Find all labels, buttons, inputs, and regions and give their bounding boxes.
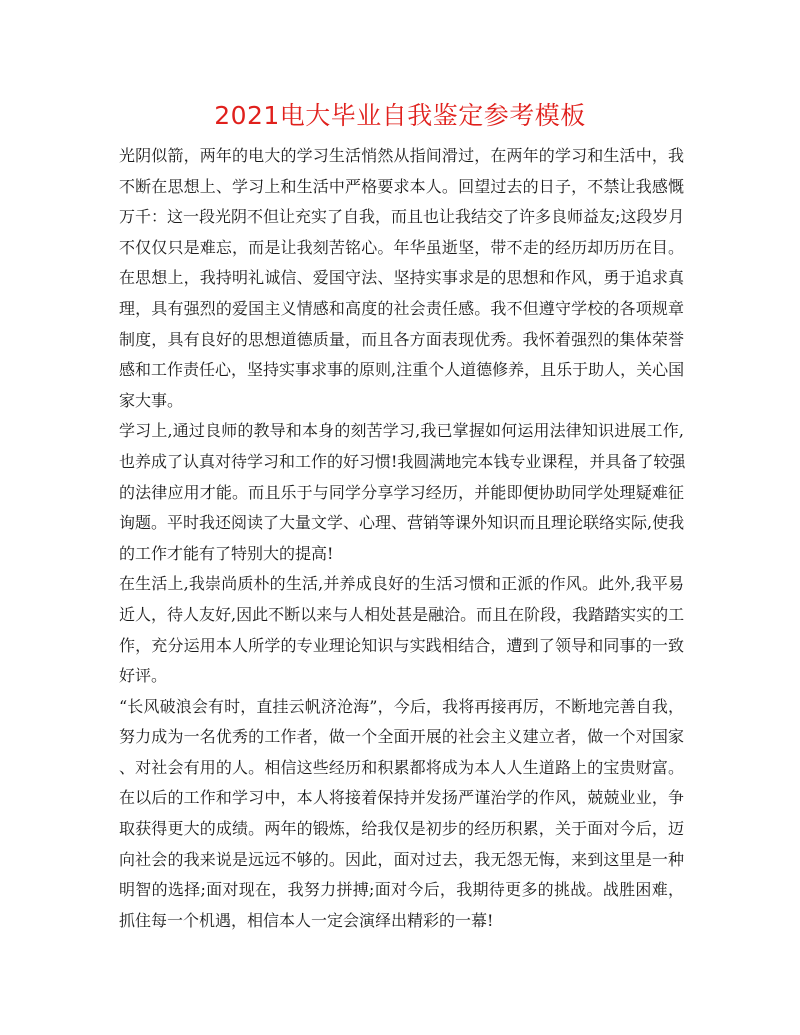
body-line: 学习上,通过良师的教导和本身的刻苦学习,我已掌握如何运用法律知识进展工作, — [119, 421, 684, 441]
body-line: 询题。平时我还阅读了大量文学、心理、营销等课外知识而且理论联络实际,使我 — [119, 513, 685, 533]
body-line: 、对社会有用的人。相信这些经历和积累都将成为本人人生道路上的宝贵财富。 — [119, 757, 684, 777]
body-line: 万千：这一段光阴不但让充实了自我，而且也让我结交了许多良师益友;这段岁月 — [119, 207, 685, 227]
body-line: 的法律应用才能。而且乐于与同学分享学习经历，并能即便协助同学处理疑难征 — [119, 482, 684, 502]
body-line: 理，具有强烈的爱国主义情感和高度的社会责任感。我不但遵守学校的各项规章 — [119, 298, 684, 318]
body-line: 在生活上,我崇尚质朴的生活,并养成良好的生活习惯和正派的作风。此外,我平易 — [119, 574, 684, 594]
body-line: 取获得更大的成绩。两年的锻炼，给我仅是初步的经历积累，关于面对今后，迈 — [119, 819, 684, 839]
body-line: 家大事。 — [119, 390, 184, 410]
body-line: 好评。 — [119, 666, 168, 686]
body-line: 努力成为一名优秀的工作者，做一个全面开展的社会主义建立者，做一个对国家 — [119, 727, 684, 747]
body-line: “长风破浪会有时，直挂云帆济沧海”，今后，我将再接再厉，不断地完善自我， — [119, 696, 684, 716]
document-body — [119, 141, 684, 936]
body-line: 制度，具有良好的思想道德质量，而且各方面表现优秀。我怀着强烈的集体荣誉 — [119, 329, 684, 349]
body-line: 向社会的我来说是远远不够的。因此，面对过去，我无怨无悔，来到这里是一种 — [119, 849, 684, 869]
document-title: 2021电大毕业自我鉴定参考模板 — [214, 101, 586, 130]
body-line: 也养成了认真对待学习和工作的好习惯!我圆满地完本钱专业课程，并具备了较强 — [119, 451, 686, 471]
body-line: 不断在思想上、学习上和生活中严格要求本人。回望过去的日子，不禁让我感慨 — [119, 176, 684, 196]
body-line: 明智的选择;面对现在，我努力拼搏;面对今后，我期待更多的挑战。战胜困难， — [119, 880, 684, 900]
body-line: 近人，待人友好,因此不断以来与人相处甚是融洽。而且在阶段，我踏踏实实的工 — [119, 604, 685, 624]
body-line: 的工作才能有了特别大的提高! — [119, 543, 334, 563]
body-line: 在以后的工作和学习中，本人将接着保持并发扬严谨治学的作风，兢兢业业，争 — [119, 788, 684, 808]
body-line: 作，充分运用本人所学的专业理论知识与实践相结合，遭到了领导和同事的一致 — [119, 635, 684, 655]
body-line: 光阴似箭，两年的电大的学习生活悄然从指间滑过，在两年的学习和生活中，我 — [119, 146, 684, 165]
body-line: 在思想上，我持明礼诚信、爱国守法、坚持实事求是的思想和作风，勇于追求真 — [119, 268, 684, 288]
body-line: 感和工作责任心，坚持实事求事的原则,注重个人道德修养，且乐于助人，关心国 — [119, 360, 685, 380]
body-line: 抓住每一个机遇，相信本人一定会演绎出精彩的一幕! — [119, 910, 494, 930]
body-line: 不仅仅只是难忘，而是让我刻苦铭心。年华虽逝坚，带不走的经历却历历在目。 — [119, 237, 684, 257]
